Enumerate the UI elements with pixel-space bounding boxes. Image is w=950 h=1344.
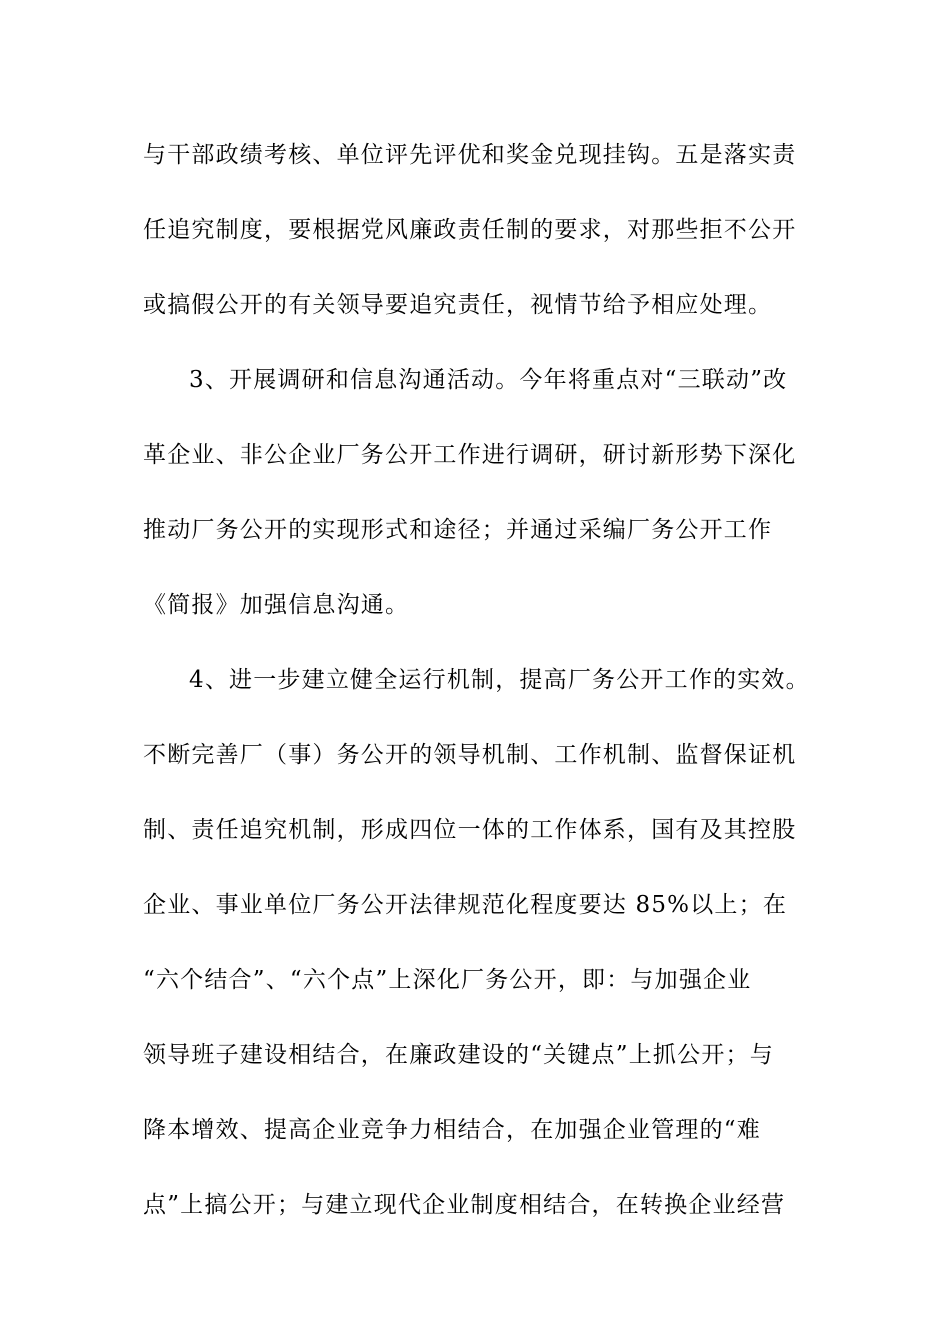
- body-text: [143, 129, 808, 1254]
- text-line: 制、责任追究机制，形成四位一体的工作体系，国有及其控股: [143, 817, 797, 843]
- paragraph-4-start: 4、进一步建立健全运行机制，提高厂务公开工作的实效。: [189, 667, 810, 693]
- text-line: 或搞假公开的有关领导要追究责任，视情节给予相应处理。: [143, 292, 773, 318]
- text-line: 推动厂务公开的实现形式和途径；并通过采编厂务公开工作: [143, 517, 773, 543]
- paragraph-3-start: 3、开展调研和信息沟通活动。今年将重点对“三联动”改: [189, 367, 788, 393]
- text-line: 《简报》加强信息沟通。: [143, 592, 410, 618]
- text-line: 领导班子建设相结合，在廉政建设的“关键点”上抓公开；与: [143, 1042, 774, 1068]
- text-line: “六个结合”、“六个点”上深化厂务公开，即：与加强企业: [143, 967, 752, 993]
- text-line: 降本增效、提高企业竞争力相结合，在加强企业管理的“难: [143, 1117, 761, 1143]
- text-line: 与干部政绩考核、单位评先评优和奖金兑现挂钩。五是落实责: [143, 142, 797, 168]
- text-line: 不断完善厂（事）务公开的领导机制、工作机制、监督保证机: [143, 742, 797, 768]
- text-line: 任追究制度，要根据党风廉政责任制的要求，对那些拒不公开: [143, 217, 797, 243]
- text-line: 革企业、非公企业厂务公开工作进行调研，研讨新形势下深化: [143, 442, 797, 468]
- text-line: 企业、事业单位厂务公开法律规范化程度要达 85%以上；在: [143, 892, 788, 918]
- text-line: 点”上搞公开；与建立现代企业制度相结合，在转换企业经营: [143, 1192, 786, 1218]
